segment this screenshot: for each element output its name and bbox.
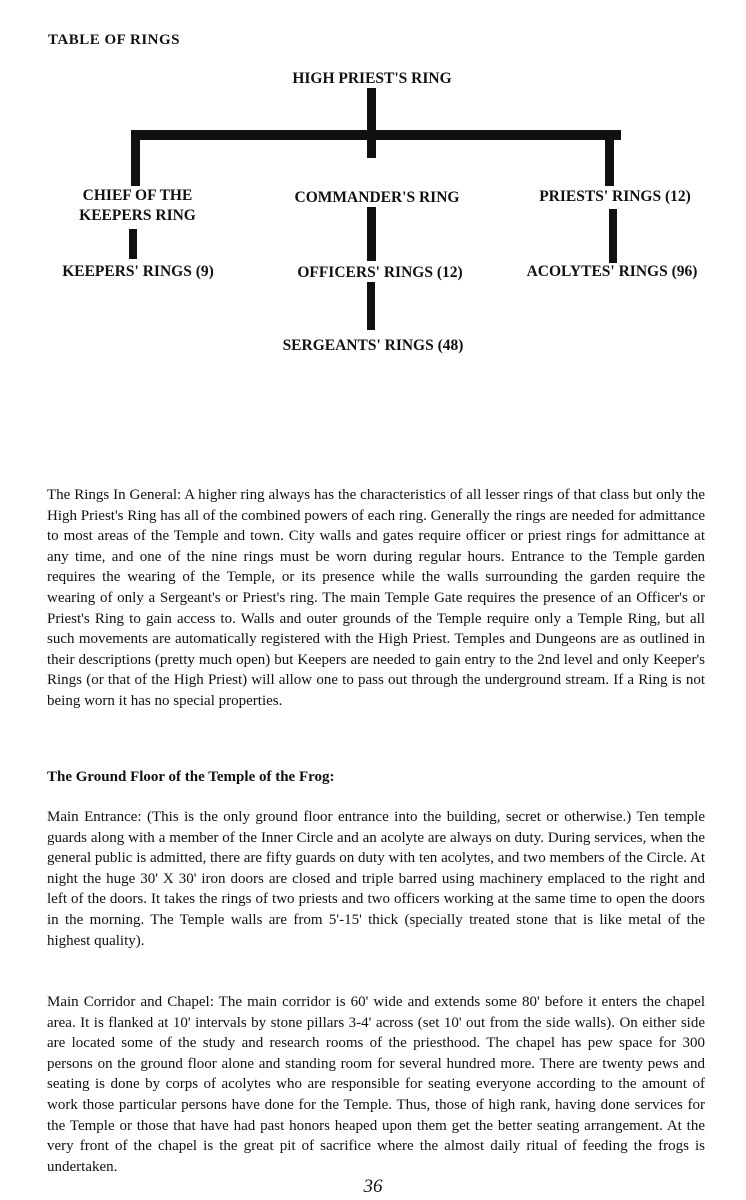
center-subsub-line	[367, 282, 375, 330]
left-drop-line	[131, 130, 140, 186]
rings-in-general-paragraph: The Rings In General: A higher ring always has the characteristics of all lesser rings of that class but only the High Priest's Ring has all of the combined powers of each ring. Generally the rings are needed for admittance to most areas of the Temple and town. City walls and gates require officer or priest rings for admittance at any time, and one of the nine rings must be worn during regular hours. Entrance to the Temple garden requires the wearing of the Temple, or its presence while the walls surrounding the garden require the wearing of only a Sergeant's or Priest's ring. The main Temple Gate requires the presence of an Officer's or Priest's Ring to gain access to. Walls and outer grounds of the Temple require only a Temple Ring, but all such movements are automatically registered with the High Priest. Temples and Dungeons are as outlined in their descriptions (pretty much open) but Keepers are needed to gain entry to the 2nd level and only Keeper's Rings (or that of the High Priest) will allow one to pass out through the underground stream. If a Ring is not being worn it has no special properties.	[47, 487, 705, 709]
center-sub-line	[367, 207, 376, 261]
high-priest-ring-node: HIGH PRIEST'S RING	[292, 70, 452, 87]
left-sub-line	[129, 229, 137, 259]
keepers-rings-node: KEEPERS' RINGS (9)	[62, 263, 214, 280]
commanders-ring-node: COMMANDER'S RING	[294, 189, 460, 206]
main-entrance-paragraph: Main Entrance: (This is the only ground floor entrance into the building, secret or otherwise.) Ten temple guards along with a member of the Inner Circle and an acolyte are always on duty. During services, when the general public is admitted, there are fifty guards on duty with ten acolytes, and two members of the Circle. At night the huge 30' X 30' iron doors are closed and triple barred using machinery emplaced to the right and left of the doors. It takes the rings of two priests and two officers working at the same time to open the doors in the morning. The Temple walls are from 5'-15' thick (specially treated stone that is like metal of the highest quality).	[47, 809, 705, 949]
ring-hierarchy-chart	[0, 0, 746, 380]
acolytes-rings-node: ACOLYTES' RINGS (96)	[526, 263, 698, 280]
page-title: TABLE OF RINGS	[48, 32, 181, 48]
sergeants-rings-node: SERGEANTS' RINGS (48)	[282, 337, 464, 354]
root-stem-line	[367, 88, 376, 158]
chief-keepers-ring-node: CHIEF OF THE KEEPERS RING	[79, 187, 196, 224]
priests-rings-node: PRIESTS' RINGS (12)	[539, 188, 691, 205]
page-number: 36	[363, 1176, 383, 1197]
main-corridor-paragraph: Main Corridor and Chapel: The main corridor is 60' wide and extends some 80' before it enters the chapel area. It is flanked at 10' intervals by stone pillars 3-4' across (set 10' out from the side walls). On either side are located some of the study and research rooms of the priesthood. The chapel has pew space for 300 persons on the ground floor alone and standing room for several hundred more. There are twenty pews and seating is done by corps of acolytes who are responsible for seating everyone according to the amount of work those particular persons have done for the Temple. Thus, those of high rank, having done services for the Temple or those that have had past honors heaped upon them get the better seating arrangement. At the very front of the chapel is the great pit of sacrifice where the almost daily ritual of feeding the frogs is undertaken.	[47, 994, 705, 1175]
ground-floor-heading: The Ground Floor of the Temple of the Frog:	[47, 769, 335, 785]
right-drop-line	[605, 130, 614, 186]
officers-rings-node: OFFICERS' RINGS (12)	[297, 264, 463, 281]
right-sub-line	[609, 209, 617, 263]
horizontal-connector-line	[131, 130, 621, 140]
